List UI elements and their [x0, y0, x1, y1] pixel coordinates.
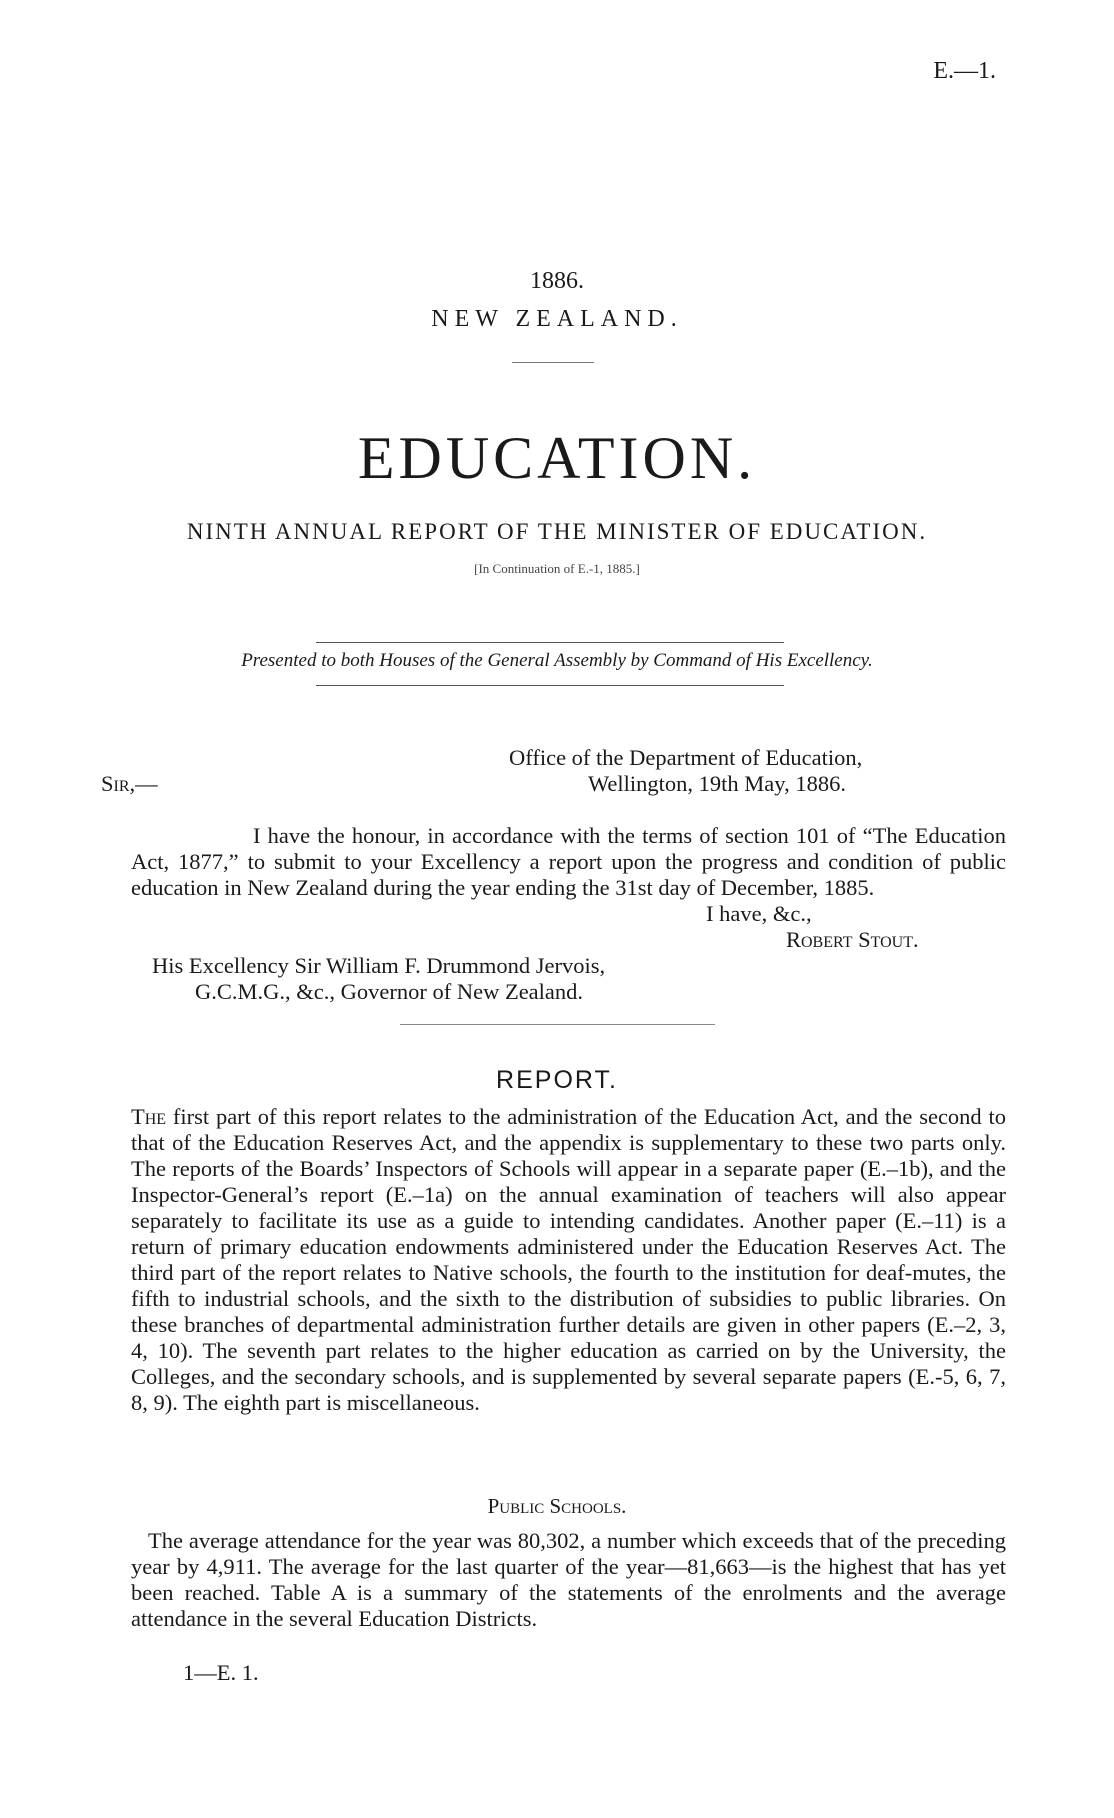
public-schools-body: [131, 1528, 1006, 1632]
report-paragraph: [131, 1104, 1006, 1416]
report-subtitle: NINTH ANNUAL REPORT OF THE MINISTER OF EDUCATION.: [186, 519, 928, 544]
continuation-note: [In Continuation of E.-1, 1885.]: [474, 561, 640, 576]
section-divider: [400, 1024, 715, 1025]
letter-body: [131, 823, 1006, 901]
presented-top-rule: [316, 642, 784, 643]
public-schools-heading: Public Schools.: [487, 1494, 627, 1518]
presented-line: Presented to both Houses of the General Assembly by Command of His Excellency.: [241, 650, 873, 671]
letter-salutation: Sir,—: [101, 771, 158, 796]
short-divider: [512, 362, 594, 363]
letter-place-date: Wellington, 19th May, 1886.: [588, 771, 846, 796]
country-heading: NEW ZEALAND.: [431, 306, 683, 332]
report-body: [131, 1104, 1006, 1416]
signature-mark: 1—E. 1.: [183, 1660, 259, 1685]
report-text: first part of this report relates to the administration of the Education Act, and the second to that of the Education Reserves Act, and the appendix is supplementary to these two parts only. The reports of the Boards’ Inspectors of Schools will appear in a separate paper (E.–1b), and the Inspector-General’s report (E.–1a) on the annual examination of teachers will also appear separately to facilitate its use as a guide to intending candidates. Another paper (E.–11) is a return of primary education endowments administered under the Education Reserves Act. The third part of the report relates to Native schools, the fourth to the institution for deaf-mutes, the fifth to industrial schools, and the sixth to the distribution of subsidies to public libraries. On these branches of departmental administration further details are given in other papers (E.–2, 3, 4, 10). The seventh part relates to the higher education as carried on by the University, the Colleges, and the secondary schools, and is supplemented by several separate papers (E.-5, 6, 7, 8, 9). The eighth part is miscellaneous.: [131, 1104, 1006, 1415]
report-heading: REPORT.: [496, 1066, 618, 1094]
presented-bottom-rule: [316, 685, 784, 686]
page-identifier: E.—1.: [933, 58, 996, 84]
report-first-word: The: [131, 1104, 167, 1129]
letter-office: Office of the Department of Education,: [509, 745, 863, 770]
letter-paragraph: I have the honour, in accordance with the terms of section 101 of “The Education Act, 1877,” to submit to your Excellency a report upon the progress and condition of public education in New Zealand during the year ending the 31st day of December, 1885.: [131, 823, 1006, 900]
letter-recipient-title: G.C.M.G., &c., Governor of New Zealand.: [195, 979, 584, 1004]
letter-closing: I have, &c.,: [706, 901, 812, 926]
public-schools-paragraph: The average attendance for the year was 80,302, a number which exceeds that of the preceding year by 4,911. The average for the last quarter of the year—81,663—is the highest that has yet been reached. Table A is a summary of the statements of the enrolments and the average attendance in the several Education Districts.: [131, 1528, 1006, 1631]
main-title: EDUCATION.: [357, 425, 757, 491]
document-year: 1886.: [530, 268, 584, 294]
letter-recipient-name: His Excellency Sir William F. Drummond Jervois,: [152, 953, 606, 978]
letter-signature: Robert Stout.: [786, 927, 919, 952]
